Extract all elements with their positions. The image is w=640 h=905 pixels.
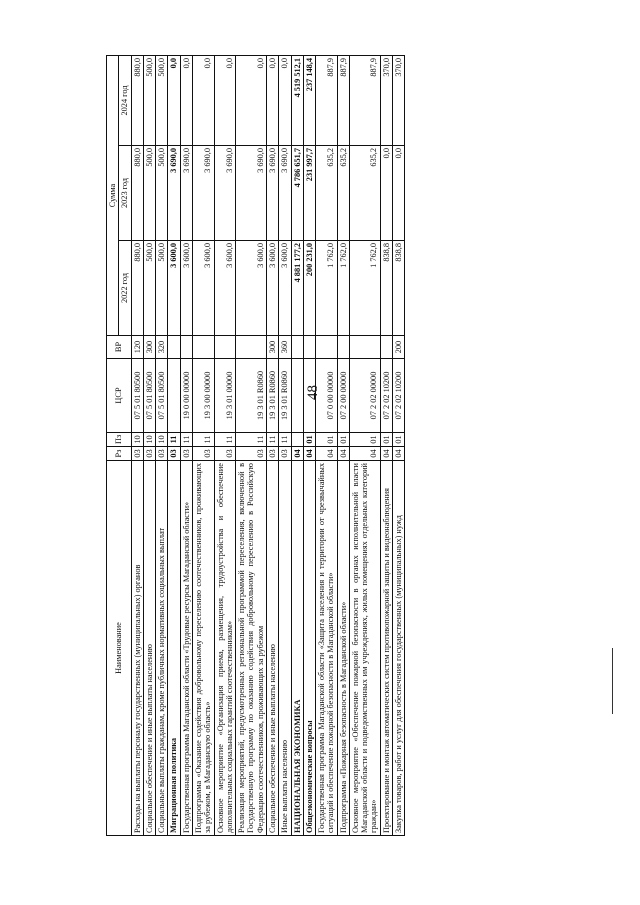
cell-name: Иные выплаты населению [279,461,291,836]
cell-rz: 03 [156,447,168,461]
cell-v2024: 0,0 [266,56,278,146]
budget-table [106,55,405,836]
table-row [214,56,236,836]
table-row [266,56,278,836]
table-row [380,56,392,836]
cell-v2022: 1 762,0 [316,241,338,336]
cell-rz: 03 [143,447,155,461]
cell-v2024: 237 148,4 [303,56,315,146]
cell-name: Проектирование и монтаж автоматических систем противопожарной защиты и видеонаблюдения [380,461,392,836]
cell-rz: 03 [266,447,278,461]
cell-v2022: 1 762,0 [349,241,380,336]
cell-name: Миграционная политика [168,461,180,836]
header-2022: 2022 год [119,241,131,336]
cell-v2023: 880,0 [131,146,143,241]
cell-vr [291,336,303,359]
cell-v2023: 3 690,0 [214,146,236,241]
cell-v2024: 370,0 [380,56,392,146]
cell-v2024: 0,0 [168,56,180,146]
cell-v2023: 3 690,0 [236,146,267,241]
cell-v2024: 887,9 [337,56,349,146]
page-number: 48 [305,385,321,400]
cell-vr [337,336,349,359]
cell-name: Государственная программа Магаданской области «Защита населения и территории от чрезвычайных ситуаций и обеспечение пожарной безопасности в Магаданской области» [316,461,338,836]
cell-rz: 03 [168,447,180,461]
cell-v2022: 4 881 177,2 [291,241,303,336]
cell-csr: 07 0 00 00000 [316,359,338,433]
cell-csr [168,359,180,433]
header-sum: Сумма [107,56,119,336]
table-row [156,56,168,836]
cell-pz: 11 [192,433,214,447]
table-row [131,56,143,836]
rotated-table-container [106,56,540,836]
cell-name: Социальные выплаты гражданам, кроме публичных нормативных социальных выплат [156,461,168,836]
cell-v2024: 500,0 [156,56,168,146]
cell-v2023: 3 690,0 [168,146,180,241]
table-row [303,56,315,836]
cell-v2024: 0,0 [180,56,192,146]
cell-v2023: 0,0 [393,146,405,241]
cell-vr: 360 [279,336,291,359]
cell-pz: 10 [156,433,168,447]
cell-vr: 300 [266,336,278,359]
cell-v2023: 635,2 [316,146,338,241]
cell-vr [192,336,214,359]
cell-csr: 19 3 01 00000 [214,359,236,433]
cell-rz: 04 [291,447,303,461]
cell-vr [349,336,380,359]
cell-rz: 03 [214,447,236,461]
cell-v2024: 370,0 [393,56,405,146]
cell-v2023: 500,0 [156,146,168,241]
cell-name: Государственная программа Магаданской области «Трудовые ресурсы Магаданской области» [180,461,192,836]
cell-v2023: 635,2 [337,146,349,241]
cell-v2022: 3 600,0 [180,241,192,336]
cell-v2022: 200 231,0 [303,241,315,336]
cell-pz: 10 [143,433,155,447]
cell-v2022: 3 600,0 [214,241,236,336]
cell-name: Закупка товаров, работ и услуг для обеспечения государственных (муниципальных) нужд [393,461,405,836]
cell-v2022: 838,8 [393,241,405,336]
cell-v2024: 887,9 [316,56,338,146]
table-row [180,56,192,836]
header-2023: 2023 год [119,146,131,241]
cell-rz: 04 [393,447,405,461]
cell-csr: 19 3 00 00000 [192,359,214,433]
cell-name: Подпрограмма «Оказание содействия добровольному переселению соотечественников, проживающих за рубежом, в Магаданскую область» [192,461,214,836]
cell-v2023: 3 690,0 [266,146,278,241]
cell-pz: 11 [279,433,291,447]
cell-pz: 11 [236,433,267,447]
cell-v2022: 3 600,0 [236,241,267,336]
cell-v2023: 4 786 651,7 [291,146,303,241]
cell-v2022: 3 600,0 [168,241,180,336]
table-row [143,56,155,836]
header-2024: 2024 год [119,56,131,146]
cell-pz: 11 [168,433,180,447]
cell-v2022: 1 762,0 [337,241,349,336]
cell-pz: 01 [303,433,315,447]
cell-vr: 200 [393,336,405,359]
cell-csr: 07 5 01 80500 [131,359,143,433]
cell-v2024: 887,9 [349,56,380,146]
cell-pz: 01 [337,433,349,447]
cell-vr [380,336,392,359]
cell-pz [291,433,303,447]
cell-v2024: 4 519 512,1 [291,56,303,146]
cell-vr [303,336,315,359]
table-row [168,56,180,836]
cell-csr: 07 2 02 10200 [380,359,392,433]
cell-v2023: 0,0 [380,146,392,241]
table-body [131,56,405,836]
header-rz: Рз [107,447,132,461]
cell-csr: 07 5 01 80500 [143,359,155,433]
header-pz: Пз [107,433,132,447]
cell-v2022: 3 600,0 [279,241,291,336]
cell-csr: 19 0 00 00000 [180,359,192,433]
table-row [337,56,349,836]
cell-v2023: 231 997,7 [303,146,315,241]
cell-rz: 03 [131,447,143,461]
cell-csr: 07 2 00 00000 [337,359,349,433]
cell-name: Подпрограмма «Пожарная безопасность в Магаданской области» [337,461,349,836]
cell-vr [316,336,338,359]
cell-pz: 01 [316,433,338,447]
cell-rz: 04 [349,447,380,461]
cell-pz: 11 [266,433,278,447]
cell-v2022: 880,0 [131,241,143,336]
cell-rz: 04 [337,447,349,461]
cell-rz: 04 [316,447,338,461]
cell-csr: 07 2 02 10200 [393,359,405,433]
table-row [291,56,303,836]
cell-v2024: 0,0 [236,56,267,146]
cell-vr [214,336,236,359]
cell-name: Реализация мероприятий, предусмотренных региональной программой переселения, включенной в Государственную программу по оказанию содействия добровольному переселению в Российскую Федерацию соотечественников, проживающих за рубежом [236,461,267,836]
table-row [279,56,291,836]
cell-v2022: 500,0 [143,241,155,336]
cell-csr: 19 3 01 R0860 [266,359,278,433]
table-row [316,56,338,836]
cell-v2023: 500,0 [143,146,155,241]
cell-csr: 07 2 02 00000 [349,359,380,433]
header-csr: ЦСР [107,359,132,433]
cell-rz: 04 [380,447,392,461]
cell-v2022: 3 600,0 [192,241,214,336]
cell-rz: 03 [279,447,291,461]
cell-pz: 01 [349,433,380,447]
cell-v2022: 500,0 [156,241,168,336]
cell-vr: 300 [143,336,155,359]
cell-vr: 120 [131,336,143,359]
cell-rz: 03 [192,447,214,461]
cell-name: Основное мероприятие «Организация приема, размещения, трудоустройства и обеспечение дополнительных социальных гарантий соотечественникам» [214,461,236,836]
cell-name: Расходы на выплаты персоналу государственных (муниципальных) органов [131,461,143,836]
cell-csr: 19 3 01 R0860 [236,359,267,433]
cell-v2022: 3 600,0 [266,241,278,336]
table-header [107,56,132,836]
cell-rz: 03 [180,447,192,461]
cell-rz: 03 [236,447,267,461]
cell-v2023: 3 690,0 [279,146,291,241]
cell-pz: 01 [380,433,392,447]
cell-pz: 01 [393,433,405,447]
cell-v2024: 0,0 [214,56,236,146]
cell-name: Основное мероприятие «Обеспечение пожарной безопасности в органах исполнительной власти Магаданской области и подведомственных им учреждениях, жилых помещениях отдельных категорий граждан» [349,461,380,836]
table-row [236,56,267,836]
cell-vr [180,336,192,359]
table-row [349,56,380,836]
cell-csr: 19 3 01 R0860 [279,359,291,433]
cell-pz: 11 [214,433,236,447]
cell-name: Общеэкономические вопросы [303,461,315,836]
cell-vr: 320 [156,336,168,359]
cell-pz: 10 [131,433,143,447]
cell-v2023: 3 690,0 [180,146,192,241]
cell-name: НАЦИОНАЛЬНАЯ ЭКОНОМИКА [291,461,303,836]
cell-csr: 07 5 01 80500 [156,359,168,433]
cell-pz: 11 [180,433,192,447]
cell-v2022: 838,8 [380,241,392,336]
cell-csr [291,359,303,433]
cell-v2023: 635,2 [349,146,380,241]
table-row [393,56,405,836]
cell-vr [168,336,180,359]
cell-v2024: 500,0 [143,56,155,146]
header-name: Наименование [107,461,132,836]
header-vr: ВР [107,336,132,359]
cell-name: Социальное обеспечение и иные выплаты населению [266,461,278,836]
cell-vr [236,336,267,359]
cell-v2024: 0,0 [192,56,214,146]
margin-mark [612,648,613,714]
table-row [192,56,214,836]
cell-name: Социальное обеспечение и иные выплаты населению [143,461,155,836]
cell-v2023: 3 690,0 [192,146,214,241]
cell-v2024: 880,0 [131,56,143,146]
cell-v2024: 0,0 [279,56,291,146]
cell-rz: 04 [303,447,315,461]
cell-csr [303,359,315,433]
